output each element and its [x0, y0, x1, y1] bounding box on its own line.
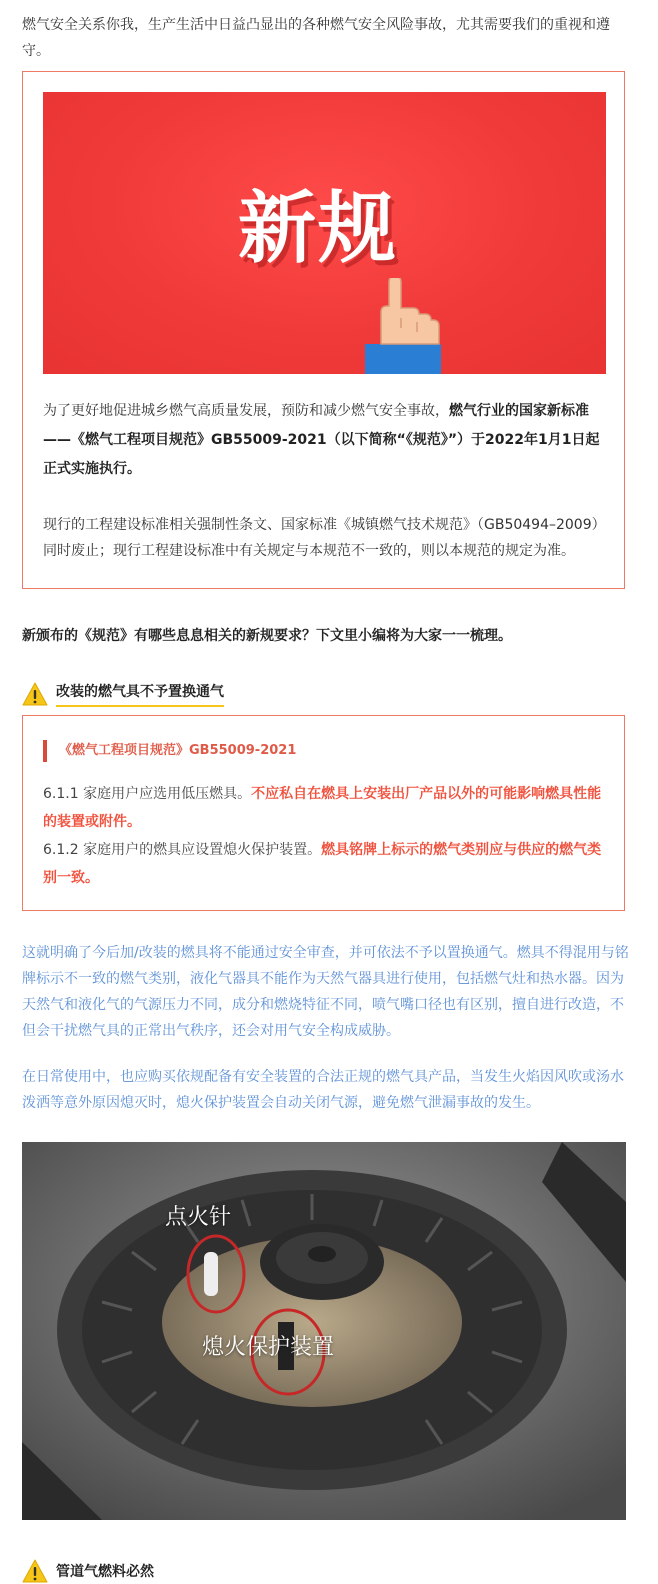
notice-box: [22, 71, 625, 589]
notice-paragraph-2: 现行的工程建设标准相关强制性条文、国家标准《城镇燃气技术规范》（GB50494–2009）同时废止；现行工程建设标准中有关规定与本规范不一致的，则以本规范的规定为准。: [43, 517, 606, 559]
regulation-citation: 《燃气工程项目规范》GB55009-2021: [43, 740, 296, 762]
section-heading-2: [22, 1558, 154, 1584]
new-rules-banner: [43, 92, 606, 374]
section-title-2: 管道气燃料必然: [56, 1564, 154, 1580]
section-heading-1: [22, 681, 224, 707]
explanation-paragraph: 这就明确了今后加/改装的燃具将不能通过安全审查，并可依法不予以置换通气。燃具不得混用与铭牌标示不一致的燃气类别，液化气器具不能作为天然气器具进行使用，包括燃气灶和热水器。因为天然气和液化气的气源压力不同，成分和燃烧特征不同，喷气嘴口径也有区别，擅自进行改造，不但会干扰燃气具的正常出气秩序，还会对用气安全构成威胁。: [22, 945, 629, 1039]
ignition-needle-label: 点火针: [165, 1205, 232, 1230]
flame-protection-label: 熄火保护装置: [202, 1335, 335, 1360]
section-title: 改装的燃气具不予置换通气: [56, 682, 224, 707]
usage-paragraph: 在日常使用中，也应购买依规配备有安全装置的合法正规的燃气具产品，当发生火焰因风吹或汤水泼洒等意外原因熄灭时，熄火保护装置会自动关闭气源，避免燃气泄漏事故的发生。: [22, 1069, 624, 1111]
pointing-hand-icon: [361, 278, 451, 374]
warning-icon: [22, 1559, 48, 1583]
burner-photo: [22, 1142, 626, 1520]
regulation-item-6-1-2: 6.1.2 家庭用户的燃具应设置熄火保护装置。燃具铭牌上标示的燃气类别应与供应的燃气类别一致。: [43, 842, 602, 886]
intro-paragraph: 燃气安全关系你我，生产生活中日益凸显出的各种燃气安全风险事故，尤其需要我们的重视和遵守。: [22, 17, 610, 59]
banner-text: 新规: [238, 184, 399, 274]
question-heading: 新颁布的《规范》有哪些息息相关的新规要求？下文里小编将为大家一一梳理。: [22, 628, 512, 644]
notice-paragraph-1: 为了更好地促进城乡燃气高质量发展，预防和减少燃气安全事故，燃气行业的国家新标准——《燃气工程项目规范》GB55009-2021（以下简称“《规范》”）于2022年1月1日起正式实施执行。: [43, 403, 600, 477]
regulation-box: [22, 715, 625, 911]
regulation-item-6-1-1: 6.1.1 家庭用户应选用低压燃具。不应私自在燃具上安装出厂产品以外的可能影响燃具性能的装置或附件。: [43, 786, 602, 830]
warning-icon: [22, 682, 48, 706]
